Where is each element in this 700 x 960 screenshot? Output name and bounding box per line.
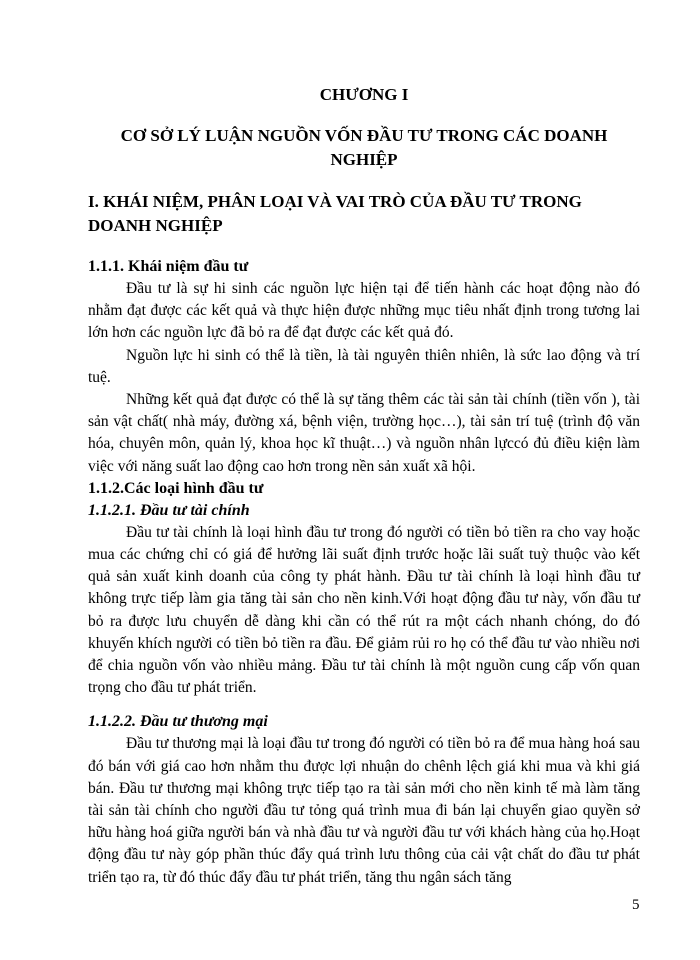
page-content [88,84,640,889]
heading-1-1-2: 1.1.2.Các loại hình đầu tư [88,479,264,497]
page-number: 5 [632,897,640,913]
paragraph: Đầu tư là sự hi sinh các nguồn lực hiện tại để tiến hành các hoạt động nào đó nhằm đạt được các kết quả và thực hiện được những mục tiêu nhất định trong tương lai lớn hơn các nguồn lực đã bỏ ra để đạt được các kết quả đó. [88,280,640,342]
heading-1-1-1: 1.1.1. Khái niệm đầu tư [88,258,249,275]
paragraph: Đầu tư thương mại là loại đầu tư trong đó người có tiền bỏ ra để mua hàng hoá sau đó bán với giá cao hơn nhằm thu được lợi nhuận do chênh lệch giá khi mua và khi giá bán. Đầu tư thương mại không trực tiếp tạo ra tài sản mới cho nền kinh tế mà làm tăng tài sản tài chính cho người đầu tư tỏng quá trình mua đi bán lại chuyển giao quyền sở hữu hàng hoá giữa người bán và nhà đầu tư và người đầu tư với khách hàng của họ.Hoạt động đầu tư này góp phần thúc đẩy quá trình lưu thông của cải vật chất do đầu tư phát triển tạo ra, từ đó thúc đẩy đầu tư phát triển, tăng thu ngân sách tăng [88,735,640,886]
paragraph: Nguồn lực hi sinh có thể là tiền, là tài nguyên thiên nhiên, là sức lao động và trí tuệ. [88,346,640,386]
paragraph: Đầu tư tài chính là loại hình đầu tư trong đó người có tiền bỏ tiền ra cho vay hoặc mua các chứng chỉ có giá để hưởng lãi suất định trước hoặc lãi suất tuỳ thuộc vào kết quả sản xuất kinh doanh của công ty phát hành. Đầu tư tài chính là loại hình đầu tư không trực tiếp làm gia tăng tài sản cho nền kinh.Với hoạt động đầu tư này, vốn đầu tư bỏ ra được lưu chuyển dễ dàng khi cần có thể rút ra một cách nhanh chóng, do đó khuyến khích người có tiền bỏ tiền ra đầu. Để giảm rủi ro họ có thể đầu tư vào nhiều nơi để chia nguồn vốn vào nhiều mảng. Đầu tư tài chính là một nguồn cung cấp vốn quan trọng cho đầu tư phát triển. [88,523,640,697]
spacer [88,699,640,711]
section-title: I. KHÁI NIỆM, PHÂN LOẠI VÀ VAI TRÒ CỦA ĐẦU TƯ TRONG DOANH NGHIỆP [88,192,582,235]
chapter-title: CƠ SỞ LÝ LUẬN NGUỒN VỐN ĐẦU TƯ TRONG CÁC DOANH NGHIỆP [120,126,608,169]
chapter-label: CHƯƠNG I [319,85,409,104]
heading-1-1-2-1: 1.1.2.1. Đầu tư tài chính [88,501,250,519]
heading-1-1-2-2: 1.1.2.2. Đầu tư thương mại [88,713,268,731]
paragraph: Những kết quả đạt được có thể là sự tăng thêm các tài sản tài chính (tiền vốn ), tài sản vật chất( nhà máy, đường xá, bệnh viện, trường học…), tài sản trí tuệ (trình độ văn hóa, chuyên môn, quản lý, khoa học kĩ thuật…) và nguồn nhân lựccó đủ điều kiện làm việc với năng suất lao động cao hơn trong nền sản xuất xã hội. [88,391,640,475]
